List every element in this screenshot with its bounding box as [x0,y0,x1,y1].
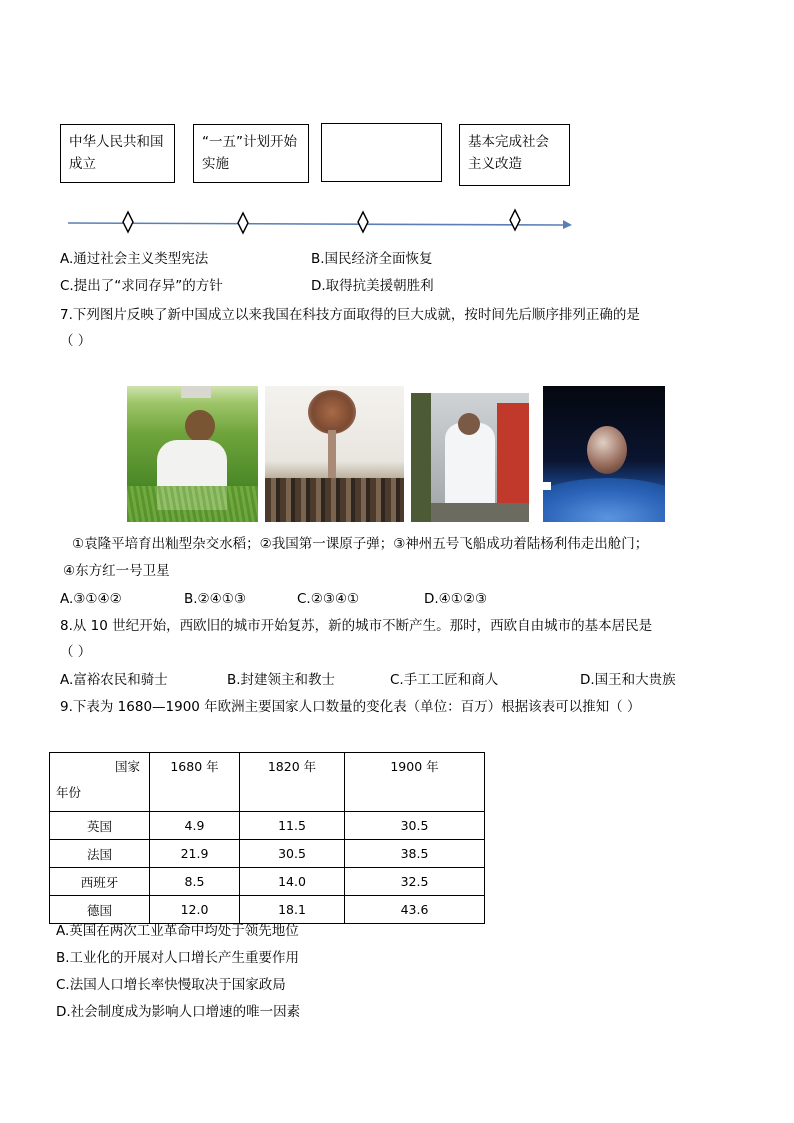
photo-satellite [543,386,665,522]
q8-option-b: B.封建领主和教士 [227,672,336,688]
table-value-cell: 11.5 [240,812,345,840]
table-country-cell: 德国 [50,896,150,924]
q7-option-d: D.④①②③ [424,591,488,607]
table-corner-cell [50,753,150,812]
table-value-cell: 14.0 [240,868,345,896]
table-value-cell: 12.0 [150,896,240,924]
q7-caption-line2: ④东方红一号卫星 [63,563,170,579]
timeline-box-2-text: “一五”计划开始实施 [202,134,297,172]
q6-option-c: C.提出了“求同存异”的方针 [60,278,223,294]
q7-blank: （ ） [60,333,92,349]
photo-astronaut [411,393,529,522]
timeline-box-2 [193,124,309,183]
table-row [50,868,485,896]
table-row [50,896,485,924]
table-value-cell: 32.5 [345,868,485,896]
q7-option-b: B.②④①③ [184,591,246,607]
q8-option-d: D.国王和大贵族 [580,672,676,688]
table-corner-bottom: 年份 [56,785,82,800]
timeline-axis [60,205,580,241]
table-country-cell: 英国 [50,812,150,840]
q9-option-c: C.法国人口增长率快慢取决于国家政局 [56,977,286,993]
timeline-marker-4 [510,210,520,230]
q9-option-a: A.英国在两次工业革命中均处于领先地位 [56,923,299,939]
table-row [50,812,485,840]
q8-stem: 8.从 10 世纪开始，西欧旧的城市开始复苏，新的城市不断产生。那时，西欧自由城市的基本居民是 [60,618,653,634]
q6-option-d: D.取得抗美援朝胜利 [311,278,434,294]
q7-option-c: C.②③④① [297,591,360,607]
table-value-cell: 30.5 [345,812,485,840]
table-value-cell: 4.9 [150,812,240,840]
table-value-cell: 38.5 [345,840,485,868]
population-table [49,752,485,924]
table-value-cell: 43.6 [345,896,485,924]
table-country-cell: 法国 [50,840,150,868]
q9-option-b: B.工业化的开展对人口增长产生重要作用 [56,950,300,966]
q7-stem: 7.下列图片反映了新中国成立以来我国在科技方面取得的巨大成就，按时间先后顺序排列正确的是 [60,307,640,323]
q7-option-a: A.③①④② [60,591,122,607]
table-corner-top: 国家 [114,759,140,774]
q6-option-a: A.通过社会主义类型宪法 [60,251,209,267]
q8-option-a: A.富裕农民和骑士 [60,672,168,688]
table-row [50,840,485,868]
photo-rice-field [127,386,258,522]
table-header-row [50,753,485,812]
q9-option-d: D.社会制度成为影响人口增速的唯一因素 [56,1004,301,1020]
timeline-marker-2 [238,213,248,233]
table-value-cell: 21.9 [150,840,240,868]
q8-option-c: C.手工工匠和商人 [390,672,499,688]
table-value-cell: 8.5 [150,868,240,896]
table-header-year: 1680 年 [150,753,240,812]
q7-caption-line1: ①袁隆平培育出籼型杂交水稻；②我国第一课原子弹；③神州五号飞船成功着陆杨利伟走出舱门； [72,536,649,552]
timeline-box-4-text: 基本完成社会主义改造 [468,134,549,172]
timeline-box-1 [60,124,175,183]
q9-stem: 9.下表为 1680—1900 年欧洲主要国家人口数量的变化表（单位：百万）根据该表可以推知（ ） [60,699,641,715]
timeline-marker-3 [358,212,368,232]
timeline-box-1-text: 中华人民共和国成立 [69,134,164,172]
photo-atomic-bomb [265,386,404,522]
timeline-marker-1 [123,212,133,232]
table-value-cell: 30.5 [240,840,345,868]
table-country-cell: 西班牙 [50,868,150,896]
timeline-box-4 [459,124,570,186]
q8-blank: （ ） [60,644,92,660]
table-header-year: 1900 年 [345,753,485,812]
table-header-year: 1820 年 [240,753,345,812]
table-value-cell: 18.1 [240,896,345,924]
q6-option-b: B.国民经济全面恢复 [311,251,433,267]
timeline-box-3-blank [321,123,442,182]
